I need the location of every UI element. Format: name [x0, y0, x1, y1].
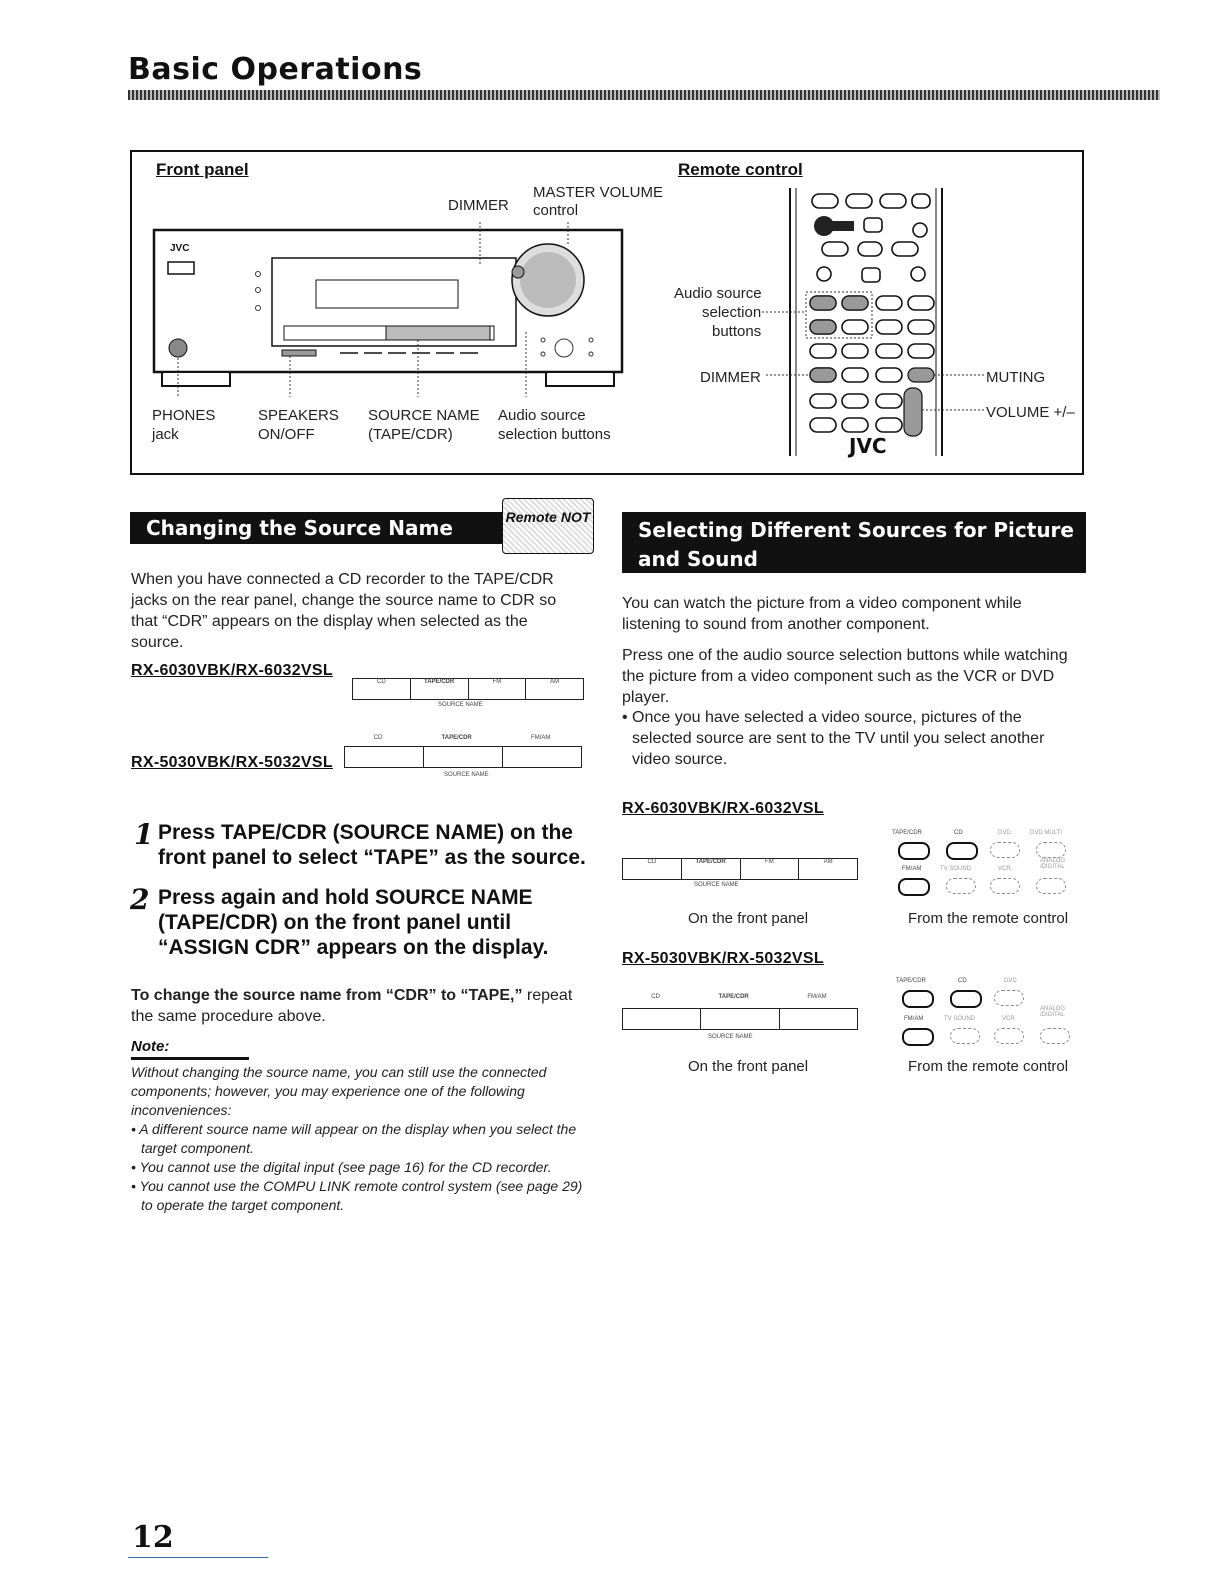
remote-snippet-5030 [894, 978, 1084, 1048]
remote-key-label: FM/AM [904, 1016, 924, 1022]
remote-label-selection: selection [702, 304, 762, 321]
label-audio-source-2: selection buttons [498, 426, 611, 443]
page-title: Basic Operations [128, 52, 423, 87]
right-model-label-6030: RX-6030VBK/RX-6032VSL [622, 800, 824, 817]
right-display-labels-5030 [622, 994, 856, 1000]
note-item: • You cannot use the digital input (see page 16) for the CD recorder. [131, 1159, 552, 1175]
label-source-name: SOURCE NAME [368, 407, 480, 424]
display-label: TAPE/CDR [718, 994, 749, 1000]
note-title: Note: [131, 1038, 170, 1055]
right-paragraph-2: Press one of the audio source selection buttons while watching the picture from a video component such as the VCR or DVD player. [622, 647, 1068, 706]
display-cell [780, 1009, 857, 1029]
remote-key-tv-sound[interactable] [946, 878, 976, 894]
step-2-number: 2 [130, 883, 150, 916]
remote-key-tv-sound[interactable] [950, 1028, 980, 1044]
change-back-rest: repeat the same procedure above. [131, 987, 573, 1025]
label-master-volume: MASTER VOLUME [533, 184, 664, 201]
change-back-bold: To change the source name from “CDR” to “TAPE,” [131, 987, 523, 1004]
front-display-5030 [344, 746, 582, 768]
display-labels-5030 [344, 735, 580, 741]
remote-key-analog-digital[interactable] [1040, 1028, 1070, 1044]
remote-key-vcr[interactable] [994, 1028, 1024, 1044]
remote-key-label: VCR [998, 866, 1011, 872]
label-source-name-2: (TAPE/CDR) [368, 426, 453, 443]
display-cell: TAPE/CDR [682, 859, 741, 879]
label-master-volume-2: control [533, 202, 579, 219]
note-list [131, 1120, 591, 1215]
right-front-display-5030 [622, 1008, 858, 1030]
remote-key-dvd[interactable] [994, 990, 1024, 1006]
front-display-6030 [352, 678, 584, 700]
remote-key-label: TAPE/CDR [892, 830, 922, 836]
step-1-number: 1 [134, 818, 154, 851]
caption-remote-5030: From the remote control [908, 1058, 1069, 1075]
remote-key-label: VCR [1002, 1016, 1015, 1022]
note-item: • You cannot use the COMPU LINK remote control system (see page 29) to operate the target component. [131, 1178, 583, 1213]
remote-key-cd[interactable] [950, 990, 982, 1008]
remote-label-volume: VOLUME +/– [986, 404, 1075, 421]
display-label: CD [651, 994, 660, 1000]
caption-front-panel-6030: On the front panel [688, 910, 809, 927]
remote-snippet-6030 [890, 830, 1090, 900]
display-cell: FM [741, 859, 800, 879]
remote-brand-logo: JVC [849, 434, 887, 458]
display-cell [503, 747, 581, 767]
remote-not-badge: Remote NOT [502, 498, 594, 554]
remote-key-vcr[interactable] [990, 878, 1020, 894]
remote-label-muting: MUTING [986, 369, 1046, 386]
display-label: TAPE/CDR [441, 735, 472, 741]
display-caption-5030: SOURCE NAME [444, 772, 489, 778]
label-phones: PHONES [152, 407, 216, 424]
intro-paragraph: When you have connected a CD recorder to the TAPE/CDR jacks on the rear panel, change the source name to CDR so that “CDR” appears on the display when selected as the source. [131, 571, 557, 651]
note-body: Without changing the source name, you can still use the connected components; however, you may experience one of the following inconveniences: [131, 1064, 547, 1118]
remote-key-label: FM/AM [902, 866, 922, 872]
display-cell [623, 1009, 701, 1029]
display-cell [701, 1009, 779, 1029]
label-speakers-2: ON/OFF [258, 426, 315, 443]
section-header-line-1: Selecting Different Sources for Picture [638, 518, 1074, 542]
display-cell: AM [823, 859, 833, 865]
step-2-text: Press again and hold SOURCE NAME (TAPE/CDR) on the front panel until “ASSIGN CDR” appears on the display. [158, 886, 549, 959]
remote-key-label: DVD [998, 830, 1011, 836]
title-rule [128, 90, 1160, 100]
remote-key-fmam[interactable] [898, 878, 930, 896]
label-dimmer: DIMMER [448, 197, 509, 214]
remote-key-label: DVD MULTI [1030, 830, 1062, 836]
remote-key-label: CD [954, 830, 963, 836]
section-header-changing-source: Changing the Source Name [130, 512, 504, 544]
remote-label-buttons: buttons [712, 323, 762, 340]
right-display-caption-6030: SOURCE NAME [694, 882, 739, 888]
right-front-display-6030 [622, 858, 858, 880]
footer-rule [128, 1557, 268, 1558]
remote-key-label: ANALOG /DIGITAL [1040, 1006, 1066, 1018]
display-label: CD [373, 735, 383, 741]
change-back-paragraph [131, 985, 591, 1027]
model-label-6030: RX-6030VBK/RX-6032VSL [131, 662, 333, 679]
model-label-5030: RX-5030VBK/RX-5032VSL [131, 754, 333, 771]
remote-key-tapecdr[interactable] [902, 990, 934, 1008]
remote-key-label: TV SOUND [940, 866, 972, 872]
display-label: FM/AM [807, 994, 827, 1000]
step-1-text: Press TAPE/CDR (SOURCE NAME) on the front panel to select “TAPE” as the source. [158, 821, 586, 869]
remote-control-title: Remote control [678, 160, 803, 179]
label-audio-source: Audio source [498, 407, 586, 424]
front-panel-title: Front panel [156, 160, 249, 179]
display-cell: CD [623, 859, 682, 879]
display-caption: SOURCE NAME [438, 702, 483, 708]
section-header-selecting-sources [622, 512, 1086, 573]
remote-label-dimmer: DIMMER [700, 369, 761, 386]
remote-label-audio-source: Audio source [674, 285, 762, 302]
display-cell [345, 747, 424, 767]
display-label: FM/AM [531, 735, 551, 741]
right-bullet: • Once you have selected a video source, pictures of the selected source are sent to the TV until you select another video source. [622, 709, 1045, 768]
remote-key-tapecdr[interactable] [898, 842, 930, 860]
panel-brand-logo: JVC [170, 243, 190, 254]
display-cell: TAPE/CDR [411, 679, 469, 699]
right-display-caption-5030: SOURCE NAME [708, 1034, 753, 1040]
caption-front-panel-5030: On the front panel [688, 1058, 809, 1075]
remote-key-label: CD [958, 978, 967, 984]
remote-key-label: TV SOUND [944, 1016, 976, 1022]
display-cell [424, 747, 503, 767]
section-header-line-2: and Sound [638, 547, 758, 571]
note-item: • A different source name will appear on the display when you select the target component. [131, 1121, 577, 1156]
remote-control-drawing [760, 188, 990, 468]
label-phones-2: jack [152, 426, 179, 443]
right-model-label-5030: RX-5030VBK/RX-5032VSL [622, 950, 824, 967]
label-speakers: SPEAKERS [258, 407, 339, 424]
remote-key-cd[interactable] [946, 842, 978, 860]
remote-key-label: TAPE/CDR [896, 978, 926, 984]
remote-key-label: ANALOG /DIGITAL [1040, 858, 1066, 870]
page-number: 12 [132, 1520, 174, 1555]
remote-key-dvd-multi[interactable] [1036, 842, 1066, 858]
display-cell: CD [353, 679, 411, 699]
remote-key-analog-digital[interactable] [1036, 878, 1066, 894]
remote-key-dvd[interactable] [990, 842, 1020, 858]
remote-key-label: DVD [1004, 978, 1017, 984]
caption-remote-6030: From the remote control [908, 910, 1069, 927]
dimmer-button [512, 266, 524, 278]
receiver-front-panel [150, 222, 630, 397]
phones-jack [169, 339, 187, 357]
right-paragraph-1: You can watch the picture from a video component while listening to sound from another component. [622, 595, 1022, 633]
display-cell: FM [469, 679, 527, 699]
note-rule [131, 1057, 249, 1060]
power-button [168, 262, 194, 274]
remote-key-fmam[interactable] [902, 1028, 934, 1046]
display-cell: AM [550, 679, 560, 685]
